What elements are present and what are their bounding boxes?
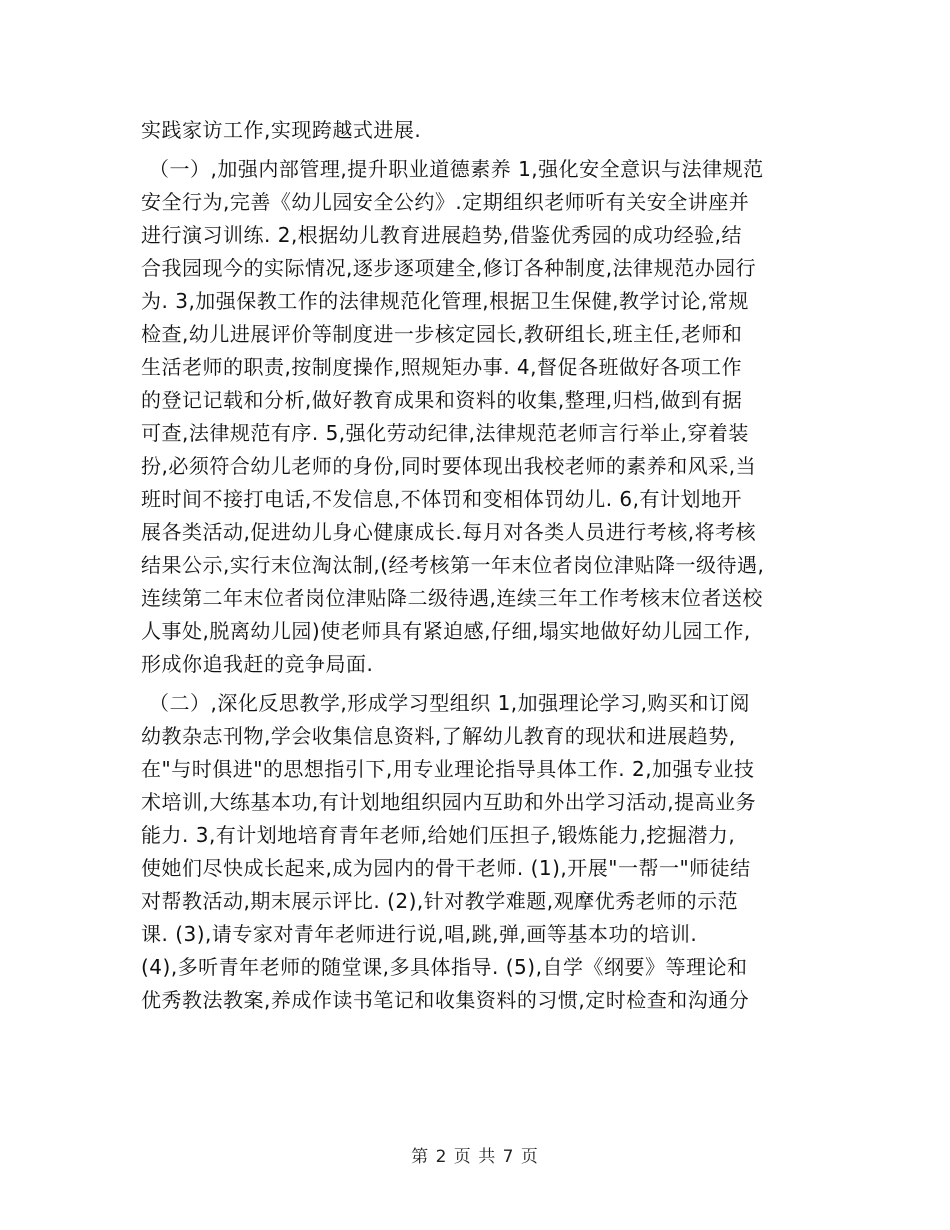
paragraph-line: 检查,幼儿进展评价等制度进一步核定园长,教研组长,班主任,老师和 — [141, 322, 743, 346]
paragraph-line: 为. 3,加强保教工作的法律规范化管理,根据卫生保健,教学讨论,常规 — [141, 289, 749, 313]
paragraph-line: 生活老师的职责,按制度操作,照规矩办事. 4,督促各班做好各项工作 — [141, 355, 743, 379]
paragraph-line: 连续第二年末位者岗位津贴降二级待遇,连续三年工作考核末位者送校 — [141, 586, 763, 610]
paragraph-line: 展各类活动,促进幼儿身心健康成长.每月对各类人员进行考核,将考核 — [141, 520, 757, 544]
paragraph-line: 对帮教活动,期末展示评比. (2),针对教学难题,观摩优秀老师的示范 — [141, 889, 739, 913]
page-number-footer: 第 2 页 共 7 页 — [411, 1147, 539, 1167]
paragraph-line: 形成你追我赶的竞争局面. — [141, 652, 374, 676]
paragraph-line: （二）,深化反思教学,形成学习型组织 1,加强理论学习,购买和订阅 — [149, 691, 751, 715]
paragraph-line: 班时间不接打电话,不发信息,不体罚和变相体罚幼儿. 6,有计划地开 — [141, 487, 743, 511]
paragraph-line: 结果公示,实行末位淘汰制,(经考核第一年末位者岗位津贴降一级待遇, — [141, 553, 765, 577]
paragraph-line: 的登记记载和分析,做好教育成果和资料的收集,整理,归档,做到有据 — [141, 388, 743, 412]
paragraph-line: 人事处,脱离幼儿园)使老师具有紧迫感,仔细,塌实地做好幼儿园工作, — [141, 619, 751, 643]
paragraph-line: 扮,必须符合幼儿老师的身份,同时要体现出我校老师的素养和风采,当 — [141, 454, 757, 478]
paragraph-line: 进行演习训练. 2,根据幼儿教育进展趋势,借鉴优秀园的成功经验,结 — [141, 223, 743, 247]
paragraph-line: 能力. 3,有计划地培育青年老师,给她们压担子,锻炼能力,挖掘潜力, — [141, 823, 736, 847]
paragraph-line: 在"与时俱进"的思想指引下,用专业理论指导具体工作. 2,加强专业技 — [141, 757, 755, 781]
paragraph-line: (4),多听青年老师的随堂课,多具体指导. (5),自学《纲要》等理论和 — [141, 955, 748, 979]
paragraph-line: 合我园现今的实际情况,逐步逐项建全,修订各种制度,法律规范办园行 — [141, 256, 757, 280]
paragraph-line: 安全行为,完善《幼儿园安全公约》.定期组织老师听有关安全讲座并 — [141, 190, 750, 214]
paragraph-line: 使她们尽快成长起来,成为园内的骨干老师. (1),开展"一帮一"师徒结 — [141, 856, 751, 880]
paragraph-line: 可查,法律规范有序. 5,强化劳动纪律,法律规范老师言行举止,穿着装 — [141, 421, 749, 445]
paragraph-line: 幼教杂志刊物,学会收集信息资料,了解幼儿教育的现状和进展趋势, — [141, 724, 736, 748]
paragraph-line: 课. (3),请专家对青年老师进行说,唱,跳,弹,画等基本功的培训. — [141, 922, 698, 946]
paragraph-line: 优秀教法教案,养成作读书笔记和收集资料的习惯,定时检查和沟通分 — [141, 988, 750, 1012]
paragraph-line: （一）,加强内部管理,提升职业道德素养 1,强化安全意识与法律规范 — [149, 157, 764, 181]
paragraph-line: 术培训,大练基本功,有计划地组织园内互助和外出学习活动,提高业务 — [141, 790, 757, 814]
paragraph-line: 实践家访工作,实现跨越式进展. — [141, 118, 422, 142]
